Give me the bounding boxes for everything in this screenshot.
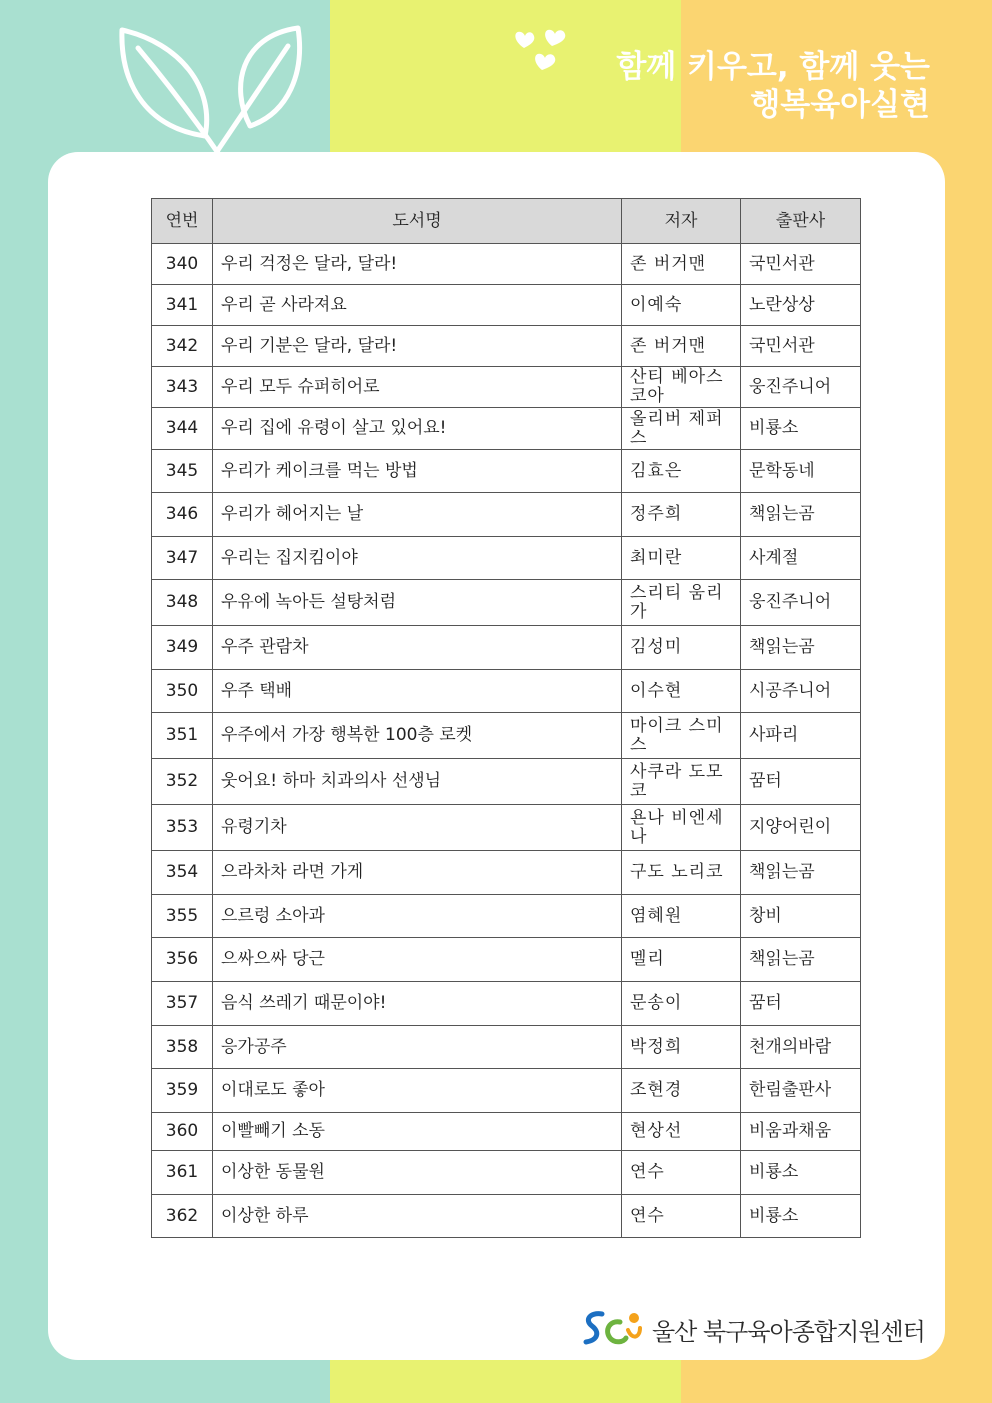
cell-number: 354: [152, 851, 213, 895]
header-number: 연번: [152, 199, 213, 244]
cell-author: 연수: [622, 1151, 741, 1195]
cell-title: 이상한 하루: [213, 1195, 622, 1238]
table-row: [152, 851, 861, 895]
slogan-line-2: 행복육아실현: [750, 87, 930, 123]
cell-publisher: 문학동네: [741, 450, 861, 493]
table-row: [152, 367, 861, 408]
cell-author: 마이크 스미스: [622, 713, 741, 759]
cell-author: 스리티 움리가: [622, 580, 741, 626]
table-row: [152, 938, 861, 982]
cell-author: 이수현: [622, 670, 741, 713]
table-row: [152, 713, 861, 759]
cell-publisher: 비룡소: [741, 1195, 861, 1238]
cell-title: 으라차차 라면 가게: [213, 851, 622, 895]
cell-number: 357: [152, 982, 213, 1026]
cell-publisher: 천개의바람: [741, 1026, 861, 1069]
header-publisher: 출판사: [741, 199, 861, 244]
cell-title: 이대로도 좋아: [213, 1069, 622, 1113]
cell-publisher: 시공주니어: [741, 670, 861, 713]
cell-publisher: 비룡소: [741, 1151, 861, 1195]
cell-number: 353: [152, 805, 213, 851]
table-row: [152, 1151, 861, 1195]
cell-publisher: 국민서관: [741, 326, 861, 367]
cell-number: 356: [152, 938, 213, 982]
table-row: [152, 759, 861, 805]
cell-author: 김효은: [622, 450, 741, 493]
cell-number: 352: [152, 759, 213, 805]
header-author: 저자: [622, 199, 741, 244]
table-row: [152, 408, 861, 450]
table-row: [152, 493, 861, 537]
cell-publisher: 한림출판사: [741, 1069, 861, 1113]
cell-publisher: 사파리: [741, 713, 861, 759]
cell-title: 이상한 동물원: [213, 1151, 622, 1195]
cell-title: 으르렁 소아과: [213, 895, 622, 938]
leaf-icon: [110, 18, 310, 158]
cell-number: 345: [152, 450, 213, 493]
cell-author: 올리버 제퍼스: [622, 408, 741, 450]
cell-title: 우리 걱정은 달라, 달라!: [213, 244, 622, 285]
cell-number: 355: [152, 895, 213, 938]
book-list-table: [151, 198, 861, 1238]
cell-number: 351: [152, 713, 213, 759]
cell-author: 박정희: [622, 1026, 741, 1069]
cell-title: 유령기차: [213, 805, 622, 851]
cell-number: 361: [152, 1151, 213, 1195]
cell-publisher: 꿈터: [741, 982, 861, 1026]
cell-author: 현상선: [622, 1113, 741, 1151]
table-row: [152, 326, 861, 367]
cell-title: 우유에 녹아든 설탕처럼: [213, 580, 622, 626]
cell-title: 우주 관람차: [213, 626, 622, 670]
table-row: [152, 626, 861, 670]
organization-name: 울산 북구육아종합지원센터: [652, 1318, 925, 1346]
cell-author: 욘나 비엔세나: [622, 805, 741, 851]
table-row: [152, 244, 861, 285]
cell-author: 조현경: [622, 1069, 741, 1113]
cell-publisher: 국민서관: [741, 244, 861, 285]
cell-author: 정주희: [622, 493, 741, 537]
cell-author: 연수: [622, 1195, 741, 1238]
cell-number: 344: [152, 408, 213, 450]
cell-author: 산티 베아스코아: [622, 367, 741, 408]
cell-number: 342: [152, 326, 213, 367]
cell-number: 341: [152, 285, 213, 326]
cell-number: 349: [152, 626, 213, 670]
cell-number: 359: [152, 1069, 213, 1113]
cell-title: 우리 집에 유령이 살고 있어요!: [213, 408, 622, 450]
cell-publisher: 노란상상: [741, 285, 861, 326]
cell-number: 358: [152, 1026, 213, 1069]
cell-number: 360: [152, 1113, 213, 1151]
cell-author: 멜리: [622, 938, 741, 982]
cell-title: 웃어요! 하마 치과의사 선생님: [213, 759, 622, 805]
table-row: [152, 670, 861, 713]
cell-number: 343: [152, 367, 213, 408]
slogan-line-1: 함께 키우고, 함께 웃는: [616, 49, 930, 85]
cell-number: 350: [152, 670, 213, 713]
cell-publisher: 창비: [741, 895, 861, 938]
cell-title: 우리 모두 슈퍼히어로: [213, 367, 622, 408]
table-row: [152, 805, 861, 851]
cell-title: 으싸으싸 당근: [213, 938, 622, 982]
cell-title: 우주 택배: [213, 670, 622, 713]
cell-author: 이예숙: [622, 285, 741, 326]
table-row: [152, 982, 861, 1026]
cell-publisher: 책읽는곰: [741, 938, 861, 982]
cell-title: 우리가 헤어지는 날: [213, 493, 622, 537]
cell-title: 우리가 케이크를 먹는 방법: [213, 450, 622, 493]
cell-publisher: 책읽는곰: [741, 493, 861, 537]
cell-author: 최미란: [622, 537, 741, 580]
cell-title: 음식 쓰레기 때문이야!: [213, 982, 622, 1026]
cell-author: 사쿠라 도모코: [622, 759, 741, 805]
cell-number: 340: [152, 244, 213, 285]
table-row: [152, 1069, 861, 1113]
cell-publisher: 사계절: [741, 537, 861, 580]
cell-author: 존 버거맨: [622, 244, 741, 285]
cell-author: 김성미: [622, 626, 741, 670]
cell-author: 구도 노리코: [622, 851, 741, 895]
table-row: [152, 450, 861, 493]
table-row: [152, 285, 861, 326]
table-row: [152, 1195, 861, 1238]
header-title: 도서명: [213, 199, 622, 244]
cell-author: 문송이: [622, 982, 741, 1026]
cell-title: 이빨빼기 소동: [213, 1113, 622, 1151]
cell-publisher: 지양어린이: [741, 805, 861, 851]
cell-number: 346: [152, 493, 213, 537]
cell-publisher: 비룡소: [741, 408, 861, 450]
cell-title: 우리 곧 사라져요: [213, 285, 622, 326]
table-header-row: [152, 199, 861, 244]
cell-publisher: 웅진주니어: [741, 367, 861, 408]
table-row: [152, 1113, 861, 1151]
cell-author: 존 버거맨: [622, 326, 741, 367]
cell-publisher: 책읽는곰: [741, 851, 861, 895]
cell-title: 우리 기분은 달라, 달라!: [213, 326, 622, 367]
cell-title: 우주에서 가장 행복한 100층 로켓: [213, 713, 622, 759]
cell-publisher: 웅진주니어: [741, 580, 861, 626]
cell-title: 응가공주: [213, 1026, 622, 1069]
cell-publisher: 꿈터: [741, 759, 861, 805]
cell-author: 염혜원: [622, 895, 741, 938]
slogan: [616, 48, 930, 124]
table-row: [152, 895, 861, 938]
cell-title: 우리는 집지킴이야: [213, 537, 622, 580]
cell-publisher: 비움과채움: [741, 1113, 861, 1151]
center-logo-icon: [582, 1308, 644, 1348]
table-row: [152, 580, 861, 626]
cell-number: 347: [152, 537, 213, 580]
cell-number: 348: [152, 580, 213, 626]
cell-publisher: 책읽는곰: [741, 626, 861, 670]
hearts-icon: [508, 26, 572, 72]
table-row: [152, 1026, 861, 1069]
table-row: [152, 537, 861, 580]
cell-number: 362: [152, 1195, 213, 1238]
